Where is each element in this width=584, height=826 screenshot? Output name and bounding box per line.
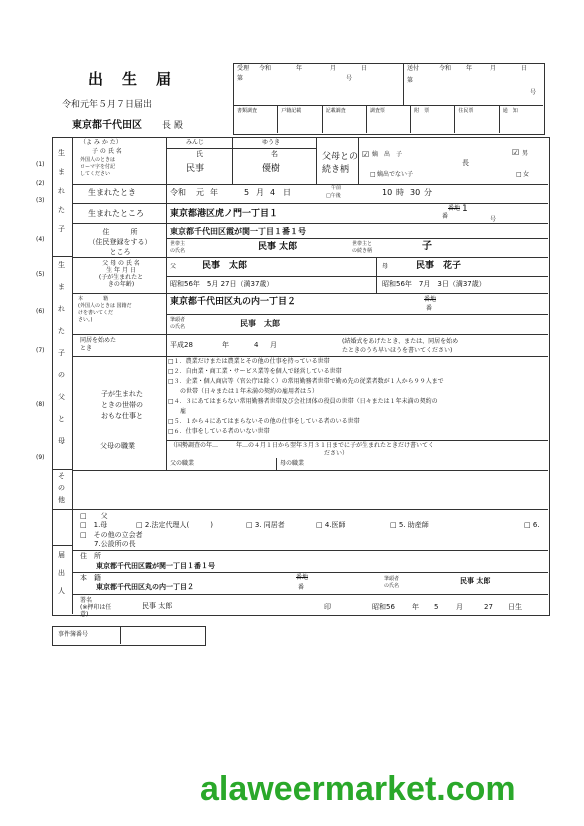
birth-banchi-num[interactable]: 1 [462,204,468,214]
hittousha-label: 筆頭者 の氏名 [170,317,186,330]
birth-banchi-struck: 番地 [448,205,461,212]
row-number: (8) [36,401,45,408]
honseki-label: 本 籍 (外国人のときは 国籍だ けを書いてくだ さい。) [78,296,132,323]
name-label: 子 の 氏 名 [92,148,122,155]
receipt-col-label: 書類調査 [237,108,258,114]
legit-label: 嫡 出 子 [372,151,403,158]
informant-ban: 番 [298,584,305,591]
father-birth[interactable]: 昭和56年 5月 27日（満37歳） [170,280,274,288]
sent-no: 第 [407,77,414,84]
informant-father-checkbox[interactable]: □ 父 [80,512,108,520]
birth-place[interactable]: 東京都港区虎ノ門一丁目１ [170,209,279,219]
informant-doctor-checkbox[interactable]: □ 4.医師 [316,521,346,529]
parents-hittousha[interactable]: 民事 太郎 [240,319,280,328]
mother-job[interactable]: 母の職業 [280,460,305,467]
informant-address-label: 住 所 [80,552,101,560]
birth-day[interactable]: 4 [270,188,276,197]
child-address[interactable]: 東京都千代田区霞が関一丁目１番１号 [170,227,306,236]
sign-day-unit: 日生 [508,603,522,611]
work-option[interactable]: □６．仕事をしている者のいない世帯 [168,428,270,435]
parents-label: 父 母 の 氏 名 生 年 月 日 (子が生まれたと きの年齢) [98,260,144,288]
receipt-go: 号 [346,75,353,82]
birth-min-unit: 分 [424,188,432,197]
receipt-col-label: 附 票 [414,108,430,114]
cohab-note: (結婚式をあげたとき、または、同居を始め たときのうち早いほうを書いてください) [342,338,459,354]
work-option: の世帯（日々または１年未満の契約の雇用者は５） [168,388,319,395]
female-checkbox[interactable]: □ [516,171,522,178]
cohab-month-unit: 月 [270,341,277,349]
informant-midwife-checkbox[interactable]: □ 5. 助産師 [390,521,429,529]
sent-year: 年 [466,65,473,72]
informant-cohab-checkbox[interactable]: □ 3. 同居者 [246,521,285,529]
sign-day[interactable]: 27 [484,603,493,611]
side-label-char: 父 [58,393,65,401]
cohab-year-unit: 年 [222,341,229,349]
job-label: 父母の職業 [100,442,135,450]
row-number: (3) [36,197,45,204]
name-note: 外国人のときは ローマ字を付記 してください [80,157,116,177]
father-job[interactable]: 父の職業 [170,460,195,467]
side-label-char: 子 [58,225,65,233]
submission-date: 令和元年５月７日届出 [62,100,153,110]
birth-hour-unit: 時 [396,188,404,197]
col-shi: 氏 [196,150,203,158]
col-mei: 名 [271,150,278,158]
address-label: 住 所 （住民登録をする） ところ [88,228,152,256]
row-number: (9) [36,454,45,461]
honseki-ban: 番 [426,305,433,312]
informant-public-head: 7.公設所の長 [80,540,136,548]
receipt-month: 月 [330,65,337,72]
side-label-char: た [58,206,65,214]
yomi-last: みんじ [186,139,205,146]
informant-honseki-label: 本 籍 [80,574,101,582]
census-note2: ださい） [324,450,349,457]
nonlegit-checkbox[interactable]: □ [370,171,376,178]
side-label-char: の [58,484,65,492]
mother-prefix: 母 [382,263,389,270]
mother-birth[interactable]: 昭和56年 7月 3日（満37歳） [382,280,486,288]
informant-honseki[interactable]: 東京都千代田区丸の内一丁目２ [96,583,194,591]
am-label: 午前 [331,185,342,191]
receipt-day: 日 [361,65,368,72]
sign-month[interactable]: 5 [434,603,439,611]
receipt-era: 令和 [259,65,272,72]
side-label-char: れ [58,305,65,313]
legit-checkbox[interactable]: ☑ [362,150,370,159]
male-label: 男 [522,150,529,157]
side-label-char: 生 [58,149,65,157]
side-label-char: 人 [58,587,65,595]
informant-6-checkbox[interactable]: □ 6. [524,521,540,529]
side-label-char: の [58,371,65,379]
work-label: 子が生まれた ときの世帯の おもな仕事と [101,390,143,420]
birth-hour[interactable]: 10 [382,188,393,197]
relation-label: 父母との 続き柄 [322,152,359,175]
side-label-char: 生 [58,261,65,269]
work-option[interactable]: □３．企業・個人商店等（官公庁は除く）の常用勤務者世帯で勤め先の従業者数が１人から９９人まで [168,378,444,385]
rank-label: 長 [462,159,469,167]
addressee-place: 東京都千代田区 [72,120,142,131]
father-name[interactable]: 民事 太郎 [202,261,248,271]
row-number: (4) [36,236,45,243]
work-option[interactable]: □４．３にあてはまらない常用勤務者世帯及び会社団体の役員の世帯（日々または１年未満の契約の [168,398,438,405]
female-label: 女 [523,171,530,178]
informant-hittousha[interactable]: 民事 太郎 [460,577,491,585]
receipt-col-label: 記載調査 [325,108,346,114]
receipt-label: 受理 [237,65,250,72]
form-title: 出 生 届 [88,70,174,88]
work-option: 雇 [168,408,187,415]
honseki-banchi-struck: 番地 [424,296,437,303]
birth-go: 号 [490,216,497,223]
informant-address[interactable]: 東京都千代田区霞が関一丁目１番１号 [96,562,215,570]
head-name[interactable]: 民事 太郎 [258,242,298,252]
birth-time-label: 生まれたとき [88,188,136,197]
receipt-col-label: 戸籍記載 [281,108,302,114]
row-number: (1) [36,161,45,168]
sign-label: 署名 (※押印は任 意) [80,597,112,618]
case-number-label: 事件簿番号 [58,631,89,638]
work-option[interactable]: □２．自由業・商工業・サービス業等を個人で経営している世帯 [168,368,342,375]
side-label-char: 母 [58,437,65,445]
side-label-char: た [58,327,65,335]
birth-year-unit: 年 [210,188,218,197]
cohab-label: 同居を始めた とき [80,337,117,352]
sign-name[interactable]: 民事 太郎 [142,602,173,610]
watermark: alaweermarket.com [200,770,516,808]
side-label-char: れ [58,187,65,195]
side-label-char: 出 [58,569,65,577]
row-number: (6) [36,308,45,315]
addressee-title: 長 殿 [162,121,183,131]
side-label-char: と [58,415,65,423]
sent-era: 令和 [439,65,452,72]
informant-banchi-struck: 番地 [296,574,309,581]
pm-checkbox[interactable]: □午後 [326,193,341,199]
informant-legal-checkbox[interactable]: □ 2.法定代理人( ) [136,521,213,529]
row-number: (2) [36,180,45,187]
parents-honseki[interactable]: 東京都千代田区丸の内一丁目２ [170,297,297,307]
cohab-month[interactable]: 4 [254,341,259,349]
census-note: （国勢調査の年… 年…の４月１日から翌年３月３１日までに子が生まれたときだけ書いてく [170,442,435,449]
side-label-char: ま [58,168,65,176]
receipt-col-label: 調査票 [369,108,385,114]
side-label-char: 子 [58,349,65,357]
informant-hittousha-label: 筆頭者 の氏名 [384,576,400,589]
sign-year-unit: 年 [412,603,419,611]
nonlegit-label: 嫡出でない子 [377,171,414,178]
head-rel[interactable]: 子 [422,241,432,252]
birth-ban: 番 [442,213,449,220]
work-option[interactable]: □５．１から４にあてはまらないその他の仕事をしている者のいる世帯 [168,418,360,425]
child-first-name[interactable]: 優樹 [262,164,281,174]
row-number: (5) [36,271,45,278]
work-option[interactable]: □１．農業だけまたは農業とその他の仕事を持っている世帯 [168,358,330,365]
birth-month-unit: 月 [256,188,264,197]
sent-day: 日 [521,65,528,72]
furigana-label: （よ み か た） [80,139,122,146]
side-label-char: 他 [58,496,65,504]
sign-month-unit: 月 [456,603,463,611]
father-prefix: 父 [170,263,177,270]
receipt-no: 第 [237,75,244,82]
birth-place-label: 生まれたところ [88,209,144,218]
child-last-name[interactable]: 民事 [186,164,205,174]
head-rel-label: 世帯主と の続き柄 [352,241,373,254]
birth-month[interactable]: 5 [244,188,250,197]
birth-min[interactable]: 30 [410,188,421,197]
birth-year[interactable]: 元 [196,188,204,197]
yomi-first: ゆうき [262,139,281,146]
sent-label: 送付 [407,65,420,72]
seal-mark: 印 [324,603,331,611]
sign-era[interactable]: 昭和56 [372,603,395,611]
row-number: (7) [36,347,45,354]
informant-mother-checkbox[interactable]: □ 1.母 [80,521,108,529]
receipt-year: 年 [296,65,303,72]
receipt-col-label: 通 知 [502,108,518,114]
informant-witness-checkbox[interactable]: □ その他の立会者 [80,531,143,539]
mother-name[interactable]: 民事 花子 [416,261,462,271]
birth-day-unit: 日 [283,188,291,197]
side-label-char: そ [58,472,65,480]
side-label-char: ま [58,283,65,291]
side-label-char: 届 [58,551,65,559]
head-label: 世帯主 の氏名 [170,241,186,254]
receipt-col-label: 住民票 [458,108,474,114]
male-checkbox[interactable]: ☑ [512,148,520,157]
cohab-era[interactable]: 平成28 [170,341,193,349]
sent-month: 月 [490,65,497,72]
birth-era: 令和 [170,188,186,197]
sent-go: 号 [530,89,537,96]
